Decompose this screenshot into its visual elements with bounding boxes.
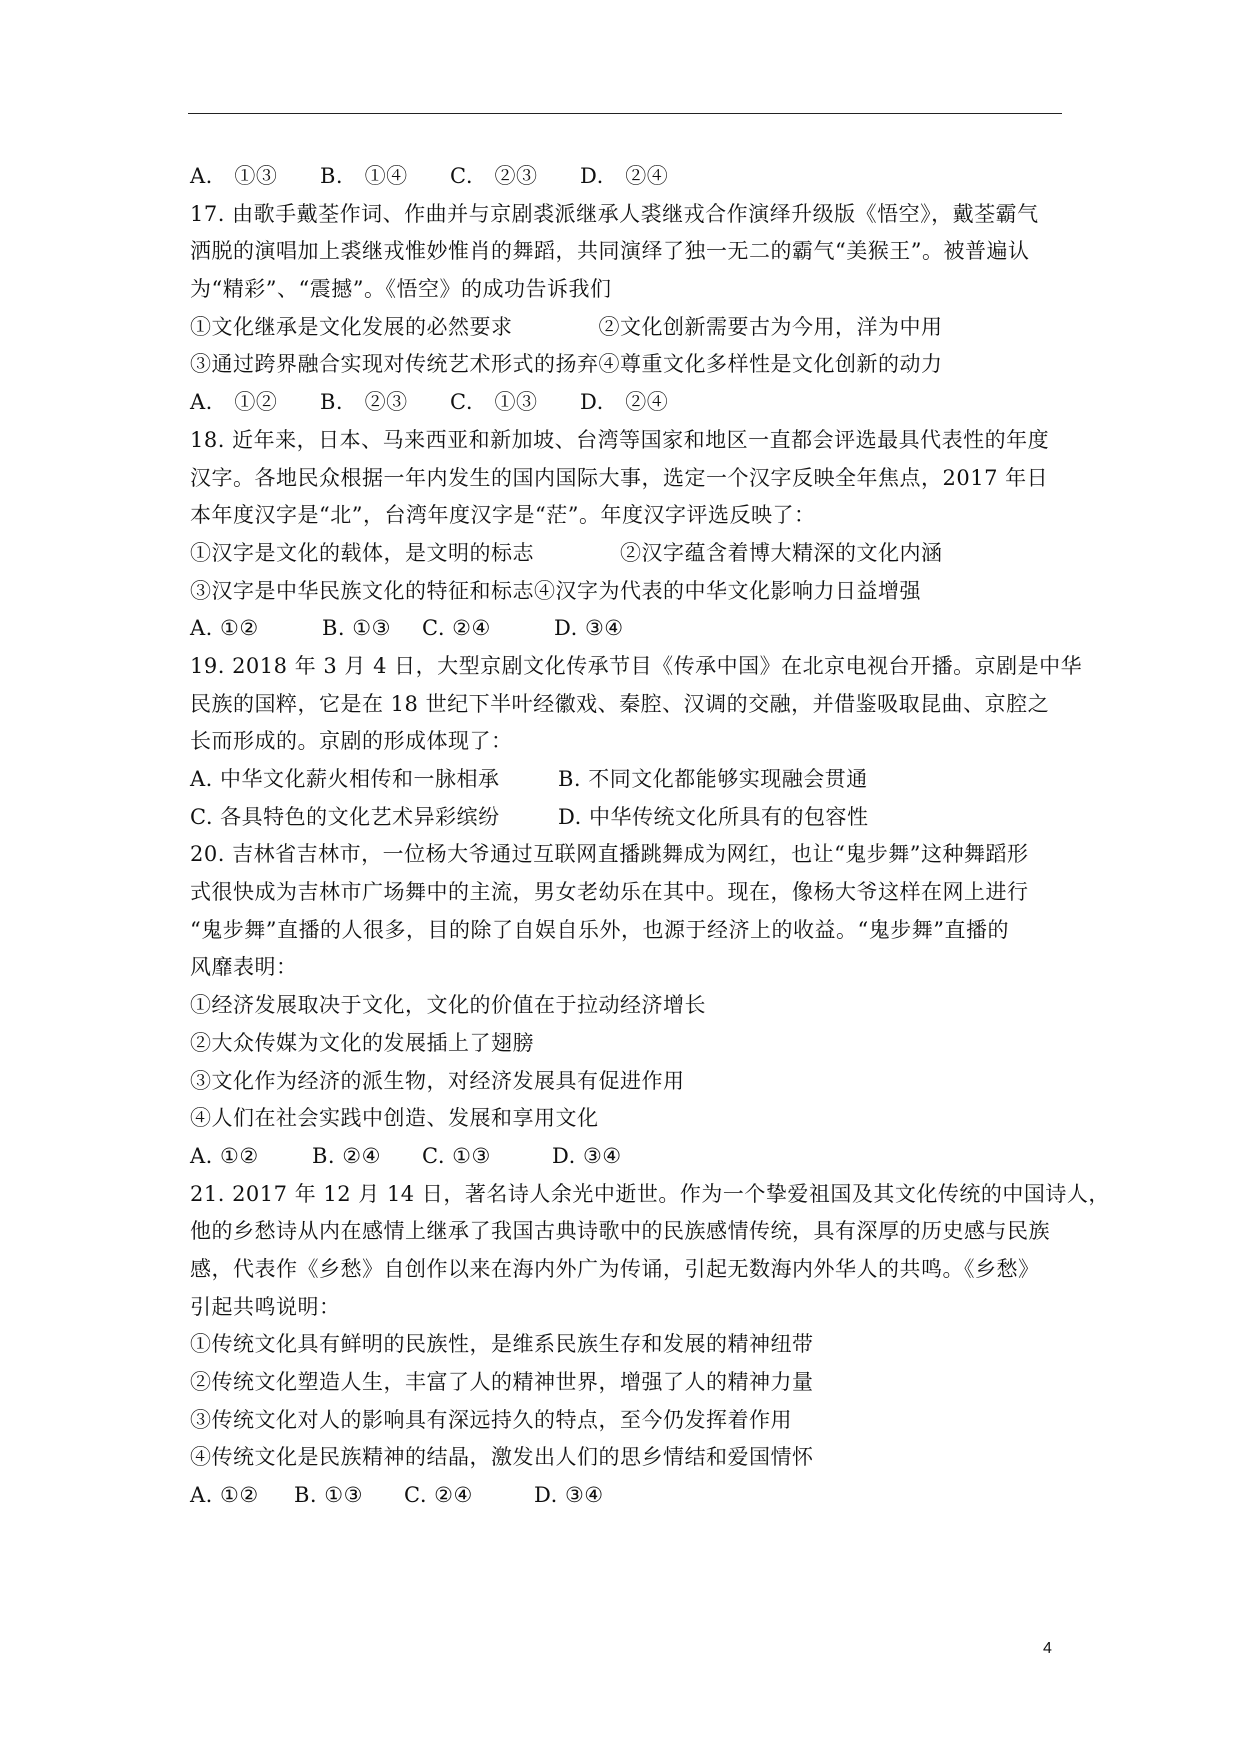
q18-option-b: B. ①③ bbox=[322, 616, 391, 641]
q18-statement: ①汉字是文化的载体，是文明的标志 ②汉字蕴含着博大精深的文化内涵 bbox=[190, 540, 943, 565]
q18-line: 本年度汉字是“北”，台湾年度汉字是“茫”。年度汉字评选反映了： bbox=[190, 503, 816, 528]
q18-option-c: C. ②④ bbox=[422, 616, 491, 641]
question-18 bbox=[190, 422, 1070, 648]
q19-line: 民族的国粹，它是在 18 世纪下半叶经徽戏、秦腔、汉调的交融，并借鉴吸取昆曲、京腔之 bbox=[190, 691, 1050, 716]
q21-line: 感，代表作《乡愁》自创作以来在海内外广为传诵，引起无数海内外华人的共鸣。《乡愁》 bbox=[190, 1256, 1040, 1281]
q18-statement: ③汉字是中华民族文化的特征和标志④汉字为代表的中华文化影响力日益增强 bbox=[190, 578, 921, 603]
q20-statement: ①经济发展取决于文化，文化的价值在于拉动经济增长 bbox=[190, 993, 706, 1018]
q19-option-c: C. 各具特色的文化艺术异彩缤纷 bbox=[190, 804, 500, 829]
q16-option-a: A. ①③ bbox=[190, 164, 278, 188]
q20-option-d: D. ③④ bbox=[552, 1143, 622, 1168]
q21-line: 21. 2017 年 12 月 14 日，著名诗人余光中逝世。作为一个挚爱祖国及其文化传统的中国诗人， bbox=[190, 1181, 1110, 1206]
q20-line: 式很快成为吉林市广场舞中的主流，男女老幼乐在其中。现在，像杨大爷这样在网上进行 bbox=[190, 880, 1029, 905]
q18-option-a: A. ①② bbox=[190, 616, 259, 641]
q18-line: 汉字。各地民众根据一年内发生的国内国际大事，选定一个汉字反映全年焦点，2017 年日 bbox=[190, 465, 1049, 490]
q19-option-a: A. 中华文化薪火相传和一脉相承 bbox=[190, 767, 500, 791]
q19-line: 19. 2018 年 3 月 4 日，大型京剧文化传承节目《传承中国》在北京电视台开播。京剧是中华 bbox=[190, 653, 1083, 678]
q19-line: 长而形成的。京剧的形成体现了： bbox=[190, 729, 513, 754]
q17-line: 洒脱的演唱加上裘继戎惟妙惟肖的舞蹈，共同演绎了独一无二的霸气“美猴王”。被普遍认 bbox=[190, 239, 1030, 264]
q17-option-a: A. ①② bbox=[190, 390, 278, 415]
q19-option-b: B. 不同文化都能够实现融会贯通 bbox=[558, 767, 868, 791]
q17-option-b: B. ②③ bbox=[320, 390, 408, 415]
q21-line: 引起共鸣说明： bbox=[190, 1294, 341, 1319]
q21-line: 他的乡愁诗从内在感情上继承了我国古典诗歌中的民族感情传统，具有深厚的历史感与民族 bbox=[190, 1219, 1050, 1244]
q16-options bbox=[190, 158, 1070, 196]
q20-statement: ③文化作为经济的派生物，对经济发展具有促进作用 bbox=[190, 1068, 685, 1093]
q21-statement: ①传统文化具有鲜明的民族性，是维系民族生存和发展的精神纽带 bbox=[190, 1332, 814, 1357]
q17-statement: ①文化继承是文化发展的必然要求 ②文化创新需要古为今用，洋为中用 bbox=[190, 314, 943, 339]
page-number: 4 bbox=[1043, 1640, 1052, 1657]
q21-option-b: B. ①③ bbox=[294, 1483, 363, 1508]
question-19 bbox=[190, 648, 1083, 836]
question-21 bbox=[190, 1176, 1110, 1515]
q17-options bbox=[190, 384, 1070, 422]
q19-options-row bbox=[190, 761, 1070, 799]
q20-option-a: A. ①② bbox=[190, 1143, 259, 1168]
q20-option-c: C. ①③ bbox=[422, 1143, 491, 1168]
q18-options bbox=[190, 610, 1070, 648]
q21-statement: ③传统文化对人的影响具有深远持久的特点，至今仍发挥着作用 bbox=[190, 1407, 792, 1432]
q16-option-c: C. ②③ bbox=[450, 164, 538, 188]
question-17 bbox=[190, 196, 1070, 422]
q21-options bbox=[190, 1477, 1070, 1515]
q20-line: 20. 吉林省吉林市，一位杨大爷通过互联网直播跳舞成为网红，也让“鬼步舞”这种舞蹈形 bbox=[190, 842, 1029, 867]
q17-statement: ③通过跨界融合实现对传统艺术形式的扬弃④尊重文化多样性是文化创新的动力 bbox=[190, 352, 943, 377]
q20-line: “鬼步舞”直播的人很多，目的除了自娱自乐外，也源于经济上的收益。“鬼步舞”直播的 bbox=[190, 917, 1009, 942]
q21-option-d: D. ③④ bbox=[534, 1483, 604, 1508]
q17-line: 17. 由歌手戴荃作词、作曲并与京剧裘派继承人裘继戎合作演绎升级版《悟空》，戴荃霸气 bbox=[190, 201, 1039, 226]
question-20 bbox=[190, 836, 1070, 1175]
q18-option-d: D. ③④ bbox=[554, 616, 624, 641]
q19-options-row bbox=[190, 799, 1070, 837]
q20-options bbox=[190, 1138, 1070, 1176]
q18-line: 18. 近年来，日本、马来西亚和新加坡、台湾等国家和地区一直都会评选最具代表性的年度 bbox=[190, 427, 1050, 452]
q19-option-d: D. 中华传统文化所具有的包容性 bbox=[558, 804, 869, 829]
page-content bbox=[190, 158, 1110, 1515]
header-rule bbox=[188, 113, 1062, 114]
q20-option-b: B. ②④ bbox=[312, 1143, 381, 1168]
q20-statement: ④人们在社会实践中创造、发展和享用文化 bbox=[190, 1106, 599, 1131]
q21-option-a: A. ①② bbox=[190, 1483, 259, 1508]
q17-option-c: C. ①③ bbox=[450, 390, 538, 415]
q20-line: 风靡表明： bbox=[190, 955, 298, 980]
q21-statement: ④传统文化是民族精神的结晶，激发出人们的思乡情结和爱国情怀 bbox=[190, 1445, 814, 1470]
q21-option-c: C. ②④ bbox=[404, 1483, 473, 1508]
q20-statement: ②大众传媒为文化的发展插上了翅膀 bbox=[190, 1030, 534, 1055]
q17-line: 为“精彩”、“震撼”。《悟空》的成功告诉我们 bbox=[190, 277, 612, 302]
q16-option-d: D. ②④ bbox=[580, 164, 669, 188]
q17-option-d: D. ②④ bbox=[580, 390, 669, 415]
q16-option-b: B. ①④ bbox=[320, 164, 408, 188]
q21-statement: ②传统文化塑造人生，丰富了人的精神世界，增强了人的精神力量 bbox=[190, 1370, 814, 1394]
